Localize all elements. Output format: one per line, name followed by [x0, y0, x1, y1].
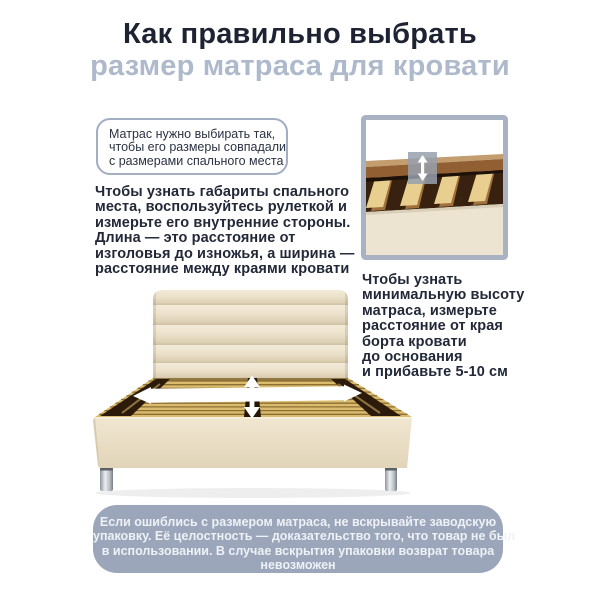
headboard	[153, 290, 348, 379]
paragraph-line: Чтобы узнать габариты спального	[95, 184, 350, 200]
note-box-line: чтобы его размеры совпадали	[109, 140, 287, 155]
page-title	[0, 18, 600, 82]
bed-rail-closeup-image	[361, 115, 508, 260]
dimensions-paragraph	[95, 185, 354, 277]
paragraph-line: места, воспользуйтесь рулеткой и	[95, 199, 348, 216]
note-box-line: с размерами спального места	[109, 153, 284, 168]
bed-svg	[80, 283, 420, 503]
paragraph-line: измерьте его внутренние стороны.	[95, 214, 351, 231]
bed-legs	[100, 468, 397, 491]
paragraph-line: матраса, измерьте	[362, 302, 497, 319]
paragraph-line: расстояние от края	[362, 318, 503, 335]
note-box-line: Матрас нужно выбирать так,	[109, 127, 276, 141]
warning-line: в использовании. В случае вскрытия упаковки возврат товара	[101, 543, 495, 558]
paragraph-line: до основания	[362, 349, 463, 366]
paragraph-line: расстояние между краями кровати	[95, 261, 350, 278]
page-title-line1: Как правильно выбрать	[123, 18, 477, 50]
paragraph-line: Длина — это расстояние от	[95, 230, 296, 247]
page-title-line2: размер матраса для кровати	[90, 50, 510, 82]
paragraph-line: Чтобы узнать	[362, 272, 463, 288]
paragraph-line: минимальную высоту	[362, 287, 525, 304]
bed-base	[93, 417, 412, 468]
bed-illustration	[80, 283, 420, 503]
bed-rail-closeup-illustration	[361, 115, 508, 260]
note-box	[96, 118, 288, 175]
warning-line: Если ошиблись с размером матраса, не вскрывайте заводскую	[99, 515, 497, 529]
bed-shadow	[95, 488, 411, 498]
paragraph-line: борта кровати	[362, 333, 467, 350]
warning-line: невозможен	[260, 557, 336, 572]
paragraph-line: и прибавьте 5-10 см	[362, 364, 508, 381]
warning-box	[93, 505, 516, 573]
paragraph-line: изголовья до изножья, а ширина —	[95, 245, 355, 262]
warning-line: упаковку. Её целостность — доказательство того, что товар не был	[93, 529, 516, 544]
